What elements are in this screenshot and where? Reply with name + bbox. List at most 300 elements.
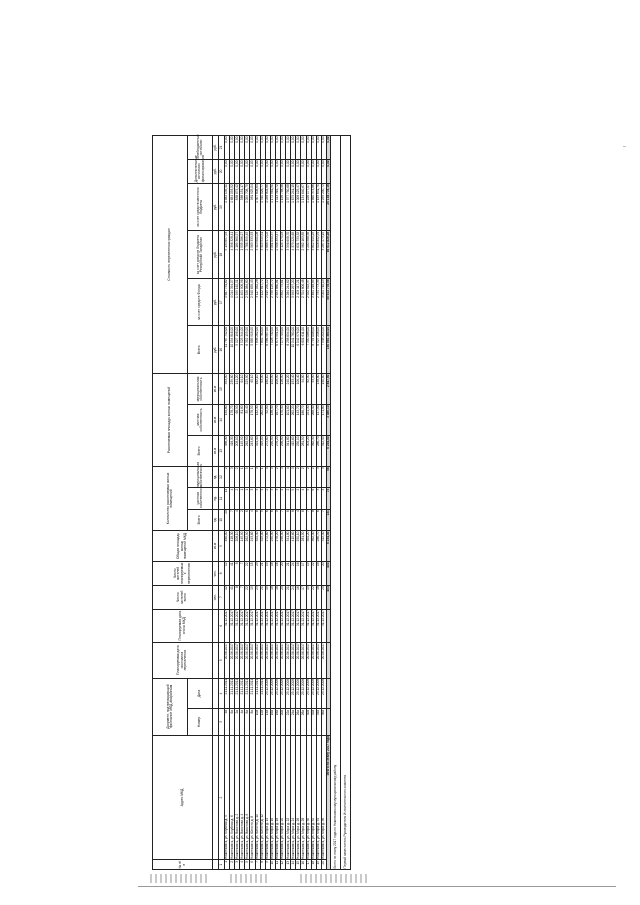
- unit-cell: кв.м: [213, 531, 219, 562]
- table-cell: 1 482 139,41: [225, 183, 230, 231]
- table-cell: 41: [230, 585, 235, 609]
- table-cell: 262,20: [291, 405, 296, 436]
- table-cell: 325,00: [260, 531, 265, 562]
- table-cell: 145,90: [240, 435, 245, 466]
- unit-cell: руб.: [213, 159, 219, 183]
- table-cell: 20.06.2017: [255, 642, 260, 678]
- table-cell: 31.12.2017: [260, 609, 265, 642]
- column-index-cell: 15: [219, 374, 225, 405]
- table-cell: 19: [306, 561, 311, 585]
- table-cell: 18а: [275, 709, 280, 735]
- column-index-cell: 16: [219, 326, 225, 374]
- column-index-cell: 6: [219, 609, 225, 642]
- table-cell: 0,00: [245, 136, 250, 160]
- table-cell: 262,00: [260, 405, 265, 436]
- table-cell: 240,20: [286, 374, 291, 405]
- table-cell: 2 403 117,21: [296, 278, 301, 326]
- table-cell: 1 460 374,86: [311, 183, 316, 231]
- header-cost-reserve: Внебюджетные источники: [188, 136, 213, 160]
- table-cell: 1 008 125,47: [296, 183, 301, 231]
- table-cell: 18: [270, 561, 275, 585]
- table-cell: 418,30: [230, 435, 235, 466]
- table-cell: 0,00: [275, 136, 280, 160]
- table-cell: 167,70: [275, 405, 280, 436]
- table-cell: 10: [270, 860, 275, 870]
- table-cell: 17: [301, 561, 306, 585]
- table-cell: 5: [260, 509, 265, 530]
- table-cell: 3: [250, 488, 255, 509]
- table-cell: 290,90: [270, 435, 275, 466]
- table-cell: 14: [291, 860, 296, 870]
- table-cell: 6 673 551,00: [275, 326, 280, 374]
- table-cell: 4: [235, 509, 240, 530]
- table-cell: 6а: [245, 709, 250, 735]
- header-area-group: Расселяемая площадь жилых помещений: [153, 374, 188, 467]
- table-cell: 268,40: [311, 405, 316, 436]
- unit-cell: руб.: [213, 231, 219, 279]
- page-bottom-rule: [138, 886, 616, 887]
- table-cell: 2 766 399,45: [245, 231, 250, 279]
- unit-cell: ед.: [213, 466, 219, 487]
- header-cost-region: за счет средств бюджета Республики Татарстан: [188, 231, 213, 279]
- table-cell: 142,30: [255, 405, 260, 436]
- table-cell: 20.06.2017: [321, 642, 326, 678]
- table-cell: 3 284 244,62: [286, 278, 291, 326]
- table-cell: 0,00: [250, 136, 255, 160]
- table-cell: 4 396 328,41: [230, 231, 235, 279]
- table-cell: 18: [316, 585, 321, 609]
- table-cell: 31.12.2017: [240, 609, 245, 642]
- table-cell: 138,40: [270, 405, 275, 436]
- table-cell: 8: [235, 585, 240, 609]
- table-cell: 2: [301, 466, 306, 487]
- header-area-total: Общая площадь жилых помещений МКД: [153, 531, 213, 562]
- table-cell: 3 419 915,51: [260, 231, 265, 279]
- table-body: [213, 136, 351, 870]
- table-cell: 3: [255, 466, 260, 487]
- table-cell: 31.12.2017: [296, 609, 301, 642]
- table-cell: 3 061 040,37: [270, 231, 275, 279]
- table-cell: 2: [235, 488, 240, 509]
- table-cell: 1: [240, 488, 245, 509]
- address-cell: Нижнекамск, ул. Мира д. 16: [270, 735, 275, 860]
- table-cell: 0,00: [311, 159, 316, 183]
- table-cell: 31.12.2017: [301, 609, 306, 642]
- table-cell: 8а: [250, 709, 255, 735]
- total-cell: 131: [326, 509, 330, 530]
- table-cell: 250,10: [296, 531, 301, 562]
- table-cell: 1 098 804,86: [265, 183, 270, 231]
- table-cell: 3: [291, 466, 296, 487]
- table-cell: 93,90: [311, 374, 316, 405]
- header-cost-total: Всего: [188, 326, 213, 374]
- table-cell: 353,50: [225, 374, 230, 405]
- unit-cell: руб.: [213, 326, 219, 374]
- unit-cell: ед.: [213, 488, 219, 509]
- table-cell: 5 885 918,00: [250, 326, 255, 374]
- table-cell: 0,00: [286, 136, 291, 160]
- table-cell: 10а: [255, 709, 260, 735]
- table-cell: 20: [321, 860, 326, 870]
- table-cell: 20.06.2017: [301, 642, 306, 678]
- table-cell: 34а: [316, 709, 321, 735]
- header-area-private: частная собственность: [188, 405, 213, 436]
- table-cell: 20.06.2017: [311, 642, 316, 678]
- table-cell: 20.06.2017: [240, 642, 245, 678]
- table-cell: 5 133 657,93: [225, 231, 230, 279]
- table-cell: 221,30: [306, 405, 311, 436]
- table-cell: 12а: [260, 709, 265, 735]
- table-cell: 13: [286, 860, 291, 870]
- scan-speck: [623, 146, 626, 147]
- table-cell: 14: [225, 488, 230, 509]
- table-cell: 22: [311, 561, 316, 585]
- table-cell: 23.12.2008: [270, 678, 275, 709]
- table-cell: 20.06.2017: [235, 642, 240, 678]
- table-cell: 3: [321, 466, 326, 487]
- table-cell: 23: [255, 585, 260, 609]
- header-tech-date: Дата: [188, 678, 213, 709]
- table-cell: 6а: [230, 709, 235, 735]
- table-cell: 16: [275, 585, 280, 609]
- table-cell: 7: [306, 509, 311, 530]
- total-cell: 73: [326, 488, 330, 509]
- table-cell: 2 754 773,35: [316, 278, 321, 326]
- table-cell: 31.12.2017: [265, 609, 270, 642]
- table-cell: 2 189 360,57: [235, 231, 240, 279]
- table-cell: 22а: [286, 709, 291, 735]
- table-cell: 7 028 732,00: [270, 326, 275, 374]
- total-cell: 58: [326, 466, 330, 487]
- table-cell: 262,90: [245, 531, 250, 562]
- table-cell: 0,00: [316, 159, 321, 183]
- table-cell: 12: [281, 860, 286, 870]
- column-index-cell: 11: [219, 488, 225, 509]
- table-cell: 20.06.2017: [281, 642, 286, 678]
- total-cell: 25 134 778,16: [326, 183, 330, 231]
- column-index-cell: 21: [219, 136, 225, 160]
- table-cell: 0,00: [316, 136, 321, 160]
- table-cell: 31.12.2017: [235, 609, 240, 642]
- table-cell: 1: [240, 466, 245, 487]
- table-cell: 1 059 708,75: [245, 183, 250, 231]
- header-num: № п/п: [153, 860, 213, 870]
- table-cell: 7: [230, 509, 235, 530]
- table-cell: 81,80: [240, 405, 245, 436]
- address-cell: Нижнекамск, ул. Мира д. 18: [275, 735, 280, 860]
- table-cell: 3 016 842,94: [316, 231, 321, 279]
- table-cell: 2: [286, 488, 291, 509]
- address-cell: Нижнекамск, ул. Юности д. 8: [250, 735, 255, 860]
- table-cell: 1 999 162,01: [235, 278, 240, 326]
- table-cell: 3 117 052,28: [255, 278, 260, 326]
- table-cell: 1 134 640,67: [301, 183, 306, 231]
- table-cell: 15: [250, 585, 255, 609]
- table-cell: 0,00: [240, 159, 245, 183]
- table-cell: 2: [240, 509, 245, 530]
- address-cell: Нижнекамск, ул. Мира д. 26: [296, 735, 301, 860]
- table-cell: 31.12.2017: [245, 609, 250, 642]
- table-cell: 6 801 611,00: [301, 326, 306, 374]
- table-cell: 286,70: [316, 435, 321, 466]
- table-cell: 20.06.2017: [316, 642, 321, 678]
- table-cell: 17: [301, 585, 306, 609]
- table-cell: 24: [291, 561, 296, 585]
- table-cell: 588 151,17: [240, 183, 245, 231]
- table-cell: 10 094 816,00: [230, 326, 235, 374]
- table-cell: 1: [250, 466, 255, 487]
- table-cell: 20.06.2017: [230, 642, 235, 678]
- table-cell: 272,60: [265, 531, 270, 562]
- table-cell: 63,00: [260, 374, 265, 405]
- table-cell: 7: [281, 509, 286, 530]
- table-cell: 0,00: [291, 136, 296, 160]
- table-note: Всего по этапу 2017 года по Нижнекамскому муниципальному району: [331, 136, 341, 870]
- table-cell: 31.12.2017: [255, 609, 260, 642]
- table-cell: 4 373 221,65: [291, 231, 296, 279]
- total-cell: 0,00: [326, 136, 330, 160]
- table-cell: 106,40: [296, 374, 301, 405]
- table-cell: 6: [286, 509, 291, 530]
- table-cell: 6 042 976,00: [296, 326, 301, 374]
- table-cell: 6: [311, 488, 316, 509]
- table-cell: 16а: [270, 709, 275, 735]
- rotated-table-wrapper: [152, 134, 347, 870]
- table-cell: 138,80: [316, 374, 321, 405]
- table-cell: 208,10: [235, 435, 240, 466]
- table-cell: 21: [286, 585, 291, 609]
- column-index-cell: 18: [219, 231, 225, 279]
- total-cell: 150 661 383,00: [326, 326, 330, 374]
- table-cell: 3 596 698,70: [286, 231, 291, 279]
- table-cell: 6: [245, 509, 250, 530]
- address-cell: Нижнекамск, ул. Вахитова д. 2: [235, 735, 240, 860]
- table-cell: 30а: [306, 709, 311, 735]
- address-cell: Нижнекамск, ул. Мира д. 20: [281, 735, 286, 860]
- table-cell: 281,50: [301, 531, 306, 562]
- header-cost-local: за счет средств местного бюджета: [188, 183, 213, 231]
- table-cell: 3 200 988,56: [306, 231, 311, 279]
- table-cell: 341,80: [286, 435, 291, 466]
- table-cell: 276,20: [275, 531, 280, 562]
- table-cell: 415,60: [291, 435, 296, 466]
- header-count-total: Всего: [188, 509, 213, 530]
- table-cell: 341,80: [286, 531, 291, 562]
- table-cell: 0,00: [225, 159, 230, 183]
- table-cell: 0,00: [306, 136, 311, 160]
- header-count-municipal: муниципальная собственность: [188, 466, 213, 487]
- table-cell: 2 653 880,81: [275, 278, 280, 326]
- table-cell: 16: [301, 860, 306, 870]
- table-cell: 5: [306, 488, 311, 509]
- table-cell: 31.12.2017: [250, 609, 255, 642]
- unit-cell: кв.м: [213, 374, 219, 405]
- table-cell: 21.11.2011: [250, 678, 255, 709]
- table-cell: 23.12.2008: [321, 678, 326, 709]
- signature-line: Первый заместитель Руководителя Исполнительного комитета: [341, 136, 351, 870]
- table-cell: 4: [286, 466, 291, 487]
- table-cell: 64,10: [240, 374, 245, 405]
- table-cell: 152,50: [270, 374, 275, 405]
- table-cell: 2: [275, 466, 280, 487]
- table-cell: 276,20: [275, 435, 280, 466]
- table-cell: 7: [321, 509, 326, 530]
- table-cell: 16: [296, 585, 301, 609]
- table-cell: 981 925,04: [250, 183, 255, 231]
- column-index-cell: 20: [219, 159, 225, 183]
- table-cell: 4: [265, 466, 270, 487]
- table-cell: 6: [255, 509, 260, 530]
- table-cell: 0,00: [321, 159, 326, 183]
- address-cell: Нижнекамск, ул. Мира д. 14: [265, 735, 270, 860]
- table-cell: 2 563 333,53: [250, 231, 255, 279]
- table-cell: 325,00: [260, 435, 265, 466]
- table-cell: 3: [270, 488, 275, 509]
- table-cell: 12: [225, 585, 230, 609]
- table-cell: 186,70: [301, 405, 306, 436]
- table-cell: 8: [311, 509, 316, 530]
- table-cell: 0,00: [306, 159, 311, 183]
- table-cell: 24а: [291, 709, 296, 735]
- table-cell: 3 993 297,20: [291, 278, 296, 326]
- table-cell: 304,20: [306, 435, 311, 466]
- table-cell: 304,20: [306, 531, 311, 562]
- table-cell: 28а: [301, 709, 306, 735]
- table-cell: 5: [245, 860, 250, 870]
- note-row: [331, 136, 341, 870]
- table-cell: 3: [316, 488, 321, 509]
- table-cell: 141,20: [235, 374, 240, 405]
- table-cell: 1: [225, 860, 230, 870]
- table-cell: 281,50: [301, 435, 306, 466]
- table-cell: 20.06.2017: [225, 642, 230, 678]
- table-cell: 8 258 694,00: [286, 326, 291, 374]
- address-cell: Нижнекамск, ул. Мира д. 28: [301, 735, 306, 860]
- table-cell: 8: [260, 860, 265, 870]
- total-cell: 3 386,10: [326, 405, 330, 436]
- table-cell: 0,00: [270, 136, 275, 160]
- table-cell: 4: [230, 488, 235, 509]
- table-cell: 1 307 608,64: [255, 183, 260, 231]
- table-cell: 0,00: [260, 159, 265, 183]
- table-cell: 312,40: [321, 531, 326, 562]
- table-cell: 0,00: [260, 136, 265, 160]
- table-cell: 19: [306, 585, 311, 609]
- table-cell: 0,00: [281, 136, 286, 160]
- table-cell: 31.12.2017: [270, 609, 275, 642]
- unit-cell: кв.м: [213, 435, 219, 466]
- table-cell: 23.12.2008: [311, 678, 316, 709]
- table-cell: 0,00: [270, 159, 275, 183]
- table-cell: 3: [255, 488, 260, 509]
- table-cell: 3: [270, 466, 275, 487]
- table-cell: 178,70: [230, 405, 235, 436]
- column-index-cell: 4: [219, 678, 225, 709]
- table-cell: 18: [270, 585, 275, 609]
- table-cell: 31.12.2017: [291, 609, 296, 642]
- column-index-cell: 14: [219, 405, 225, 436]
- table-cell: 2 922 922,37: [306, 278, 311, 326]
- table-cell: 2: [265, 488, 270, 509]
- total-cell: 59 913 778,56: [326, 278, 330, 326]
- address-cell: Нижнекамск, ул. Мира д. 36: [321, 735, 326, 860]
- table-cell: 250,10: [296, 435, 301, 466]
- header-demolish-date: Планируемая дата сноса МКД: [153, 609, 213, 642]
- resettlement-table: [152, 135, 351, 870]
- table-cell: 20.06.2017: [275, 642, 280, 678]
- table-cell: 20.06.2017: [270, 642, 275, 678]
- table-cell: 23.12.2008: [286, 678, 291, 709]
- table-cell: 7 350 088,00: [306, 326, 311, 374]
- table-cell: 286,70: [316, 531, 321, 562]
- table-cell: 324,40: [255, 435, 260, 466]
- table-cell: 20.06.2017: [245, 642, 250, 678]
- table-cell: 21.11.2011: [255, 678, 260, 709]
- table-cell: 19: [316, 860, 321, 870]
- table-cell: 7: [255, 860, 260, 870]
- table-cell: 1 196 748,46: [281, 183, 286, 231]
- table-cell: 15: [296, 860, 301, 870]
- table-cell: 2 795 129,72: [270, 278, 275, 326]
- table-cell: 4 014 394,07: [230, 278, 235, 326]
- table-cell: 31.12.2017: [275, 609, 280, 642]
- table-cell: 415,60: [291, 531, 296, 562]
- table-cell: 3 122 817,72: [260, 278, 265, 326]
- table-cell: 8 754 008,00: [311, 326, 316, 374]
- table-cell: 21: [286, 561, 291, 585]
- table-cell: 6: [250, 860, 255, 870]
- table-cell: 4а: [225, 709, 230, 735]
- table-cell: 418,30: [230, 531, 235, 562]
- table-cell: 22: [245, 585, 250, 609]
- table-cell: 153,40: [291, 374, 296, 405]
- table-cell: 15: [250, 561, 255, 585]
- table-cell: 296,90: [281, 531, 286, 562]
- table-cell: 145,90: [240, 531, 245, 562]
- table-cell: 2 868 472,02: [265, 231, 270, 279]
- unit-cell: чел.: [213, 561, 219, 585]
- table-cell: 21.11.2011: [230, 678, 235, 709]
- table-cell: 1 113 316,72: [275, 183, 280, 231]
- table-cell: 3 525 344,00: [240, 326, 245, 374]
- table-cell: 182,10: [255, 374, 260, 405]
- table-cell: 6: [270, 509, 275, 530]
- address-cell: Нижнекамск, ул. Мира д. 34: [316, 735, 321, 860]
- table-cell: 0,00: [235, 159, 240, 183]
- table-cell: 1: [260, 466, 265, 487]
- table-cell: 324,40: [255, 531, 260, 562]
- column-index-cell: 5: [219, 642, 225, 678]
- table-cell: 11 787 742,00: [225, 326, 230, 374]
- table-cell: 31.12.2017: [306, 609, 311, 642]
- table-cell: 4: [260, 488, 265, 509]
- table-cell: 0,00: [275, 159, 280, 183]
- table-cell: 21.11.2011: [225, 678, 230, 709]
- table-cell: 18: [311, 860, 316, 870]
- table-cell: 6: [316, 509, 321, 530]
- table-cell: 0,00: [240, 136, 245, 160]
- total-cell: 6 234,00: [326, 531, 330, 562]
- table-cell: 3 413 601,08: [255, 231, 260, 279]
- table-cell: 31.12.2017: [311, 609, 316, 642]
- table-cell: 23.12.2008: [291, 678, 296, 709]
- table-cell: 23.12.2008: [296, 678, 301, 709]
- table-cell: 92,50: [265, 405, 270, 436]
- table-header-row-1: [153, 136, 188, 870]
- table-cell: 0,00: [296, 136, 301, 160]
- table-cell: 312,40: [321, 435, 326, 466]
- table-cell: 2 526 084,80: [245, 278, 250, 326]
